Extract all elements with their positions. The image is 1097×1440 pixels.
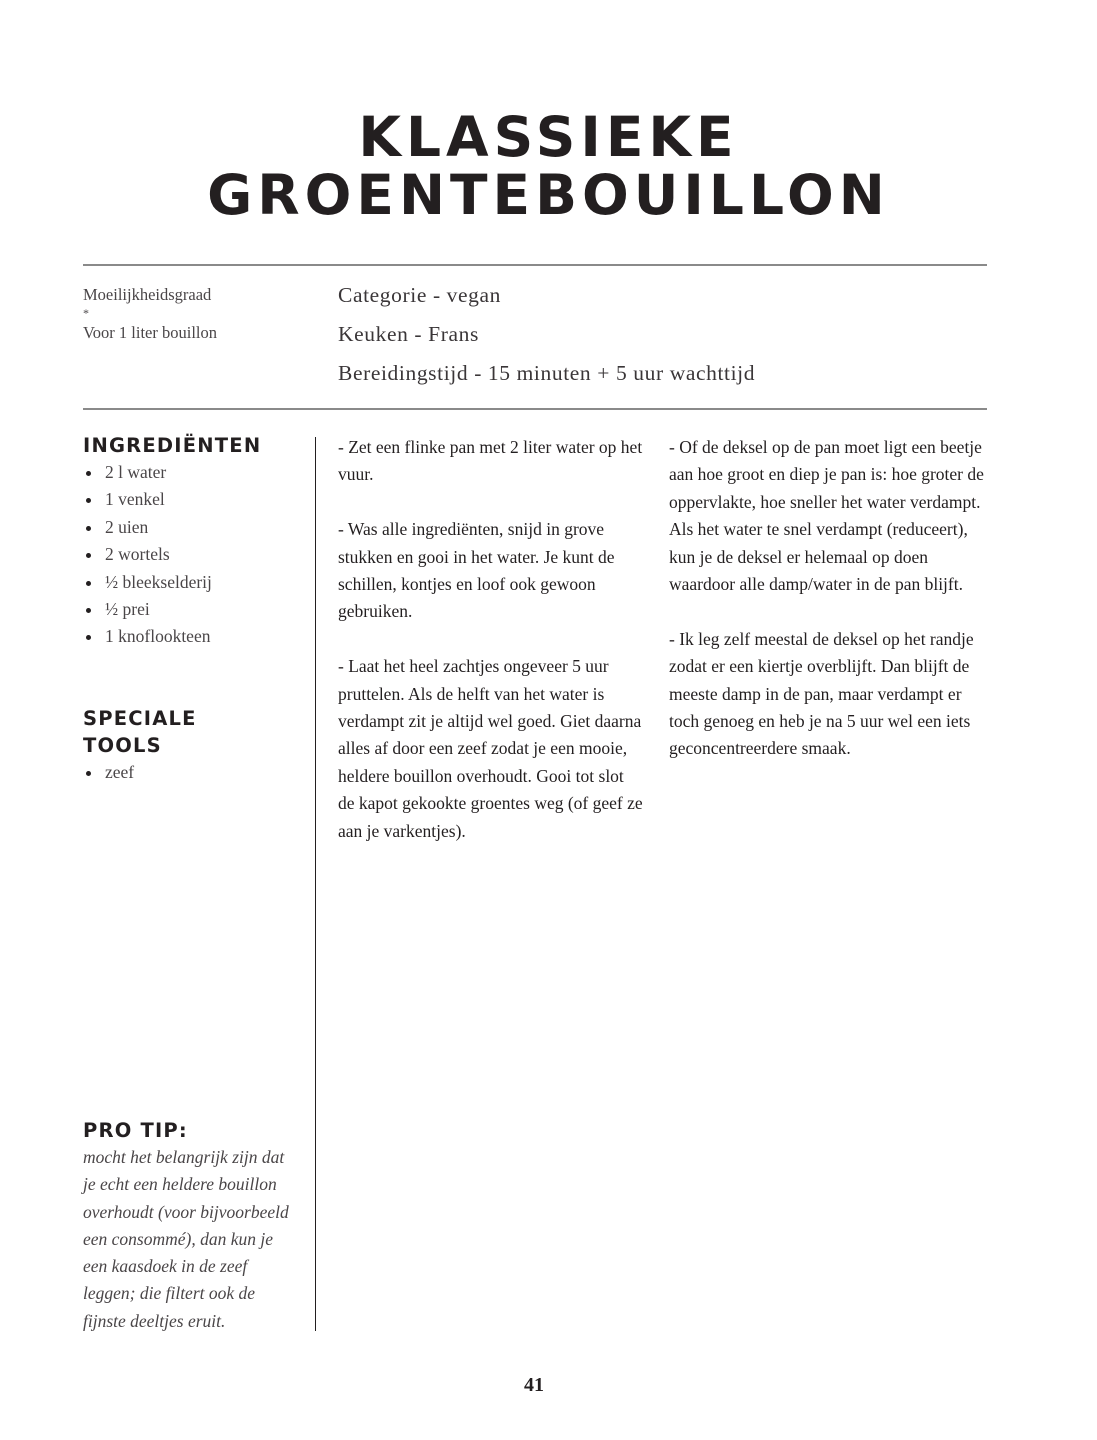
yield-text: Voor 1 liter bouillon: [83, 323, 217, 342]
tools-heading-line-2: TOOLS: [83, 734, 162, 757]
column-divider: [315, 437, 316, 1331]
pro-tip-text: mocht het belangrijk zijn dat je echt een heldere bouillon overhoudt (voor bijvoorbeeld een consommé), dan kun je een kaasdoek in de zeef leggen; die filtert ook de fijnste deeltjes eruit.: [83, 1147, 289, 1331]
category-text: Categorie - vegan: [338, 283, 502, 307]
recipe-title: [0, 105, 1097, 227]
pro-tip-heading: PRO TIP:: [83, 1119, 188, 1142]
step-paragraph: - Was alle ingrediënten, snijd in grove stukken en gooi in het water. Je kunt de schillen, kontjes en loof ook gewoon gebruiken.: [338, 519, 615, 622]
difficulty-rating: *: [83, 306, 89, 320]
ingredient-item: 2 uien: [83, 514, 303, 541]
steps-column-2: [669, 434, 984, 790]
ingredient-item: ½ bleekselderij: [83, 569, 303, 596]
recipe-meta-right: [338, 280, 978, 397]
steps-column-1: [338, 434, 643, 872]
tools-heading-line-1: SPECIALE: [83, 707, 197, 730]
tool-item: zeef: [83, 759, 303, 786]
recipe-title-line-1: KLASSIEKE: [358, 105, 739, 169]
ingredients-section: [83, 432, 303, 651]
ingredient-item: ½ prei: [83, 596, 303, 623]
recipe-title-line-2: GROENTEBOUILLON: [207, 163, 890, 227]
page-number: 41: [524, 1374, 544, 1396]
ingredient-item: 1 venkel: [83, 486, 303, 513]
ingredient-item: 2 l water: [83, 459, 303, 486]
tools-list: [83, 759, 303, 786]
step-paragraph: - Laat het heel zachtjes ongeveer 5 uur pruttelen. Als de helft van het water is verdampt zit je altijd wel goed. Giet daarna alles af door een zeef zodat je een mooie, heldere bouillon overhoudt. Gooi tot slot de kapot gekookte groentes weg (of geef ze aan je varkentjes).: [338, 656, 643, 841]
cuisine-text: Keuken - Frans: [338, 322, 479, 346]
recipe-meta-left: [83, 285, 303, 343]
divider-top: [83, 264, 987, 266]
prep-time-text: Bereidingstijd - 15 minuten + 5 uur wachttijd: [338, 361, 756, 385]
ingredient-item: 2 wortels: [83, 541, 303, 568]
special-tools-section: [83, 705, 303, 786]
pro-tip-section: [83, 1117, 303, 1335]
difficulty-label: Moeilijkheidsgraad: [83, 285, 212, 304]
step-paragraph: - Zet een flinke pan met 2 liter water op het vuur.: [338, 437, 643, 485]
step-paragraph: - Ik leg zelf meestal de deksel op het randje zodat er een kiertje overblijft. Dan blijft de meeste damp in de pan, maar verdampt er toch genoeg en heb je na 5 uur wel een iets geconcentreerdere smaak.: [669, 628, 974, 759]
ingredients-heading: INGREDIËNTEN: [83, 434, 262, 457]
step-paragraph: - Of de deksel op de pan moet ligt een beetje aan hoe groot en diep je pan is: hoe groter de oppervlakte, hoe sneller het water verdampt. Als het water te snel verdampt (reduceert), kun je de deksel er helemaal op doen waardoor alle damp/water in de pan blijft.: [669, 437, 984, 595]
ingredients-list: [83, 459, 303, 651]
ingredient-item: 1 knoflookteen: [83, 623, 303, 650]
divider-bottom: [83, 408, 987, 410]
